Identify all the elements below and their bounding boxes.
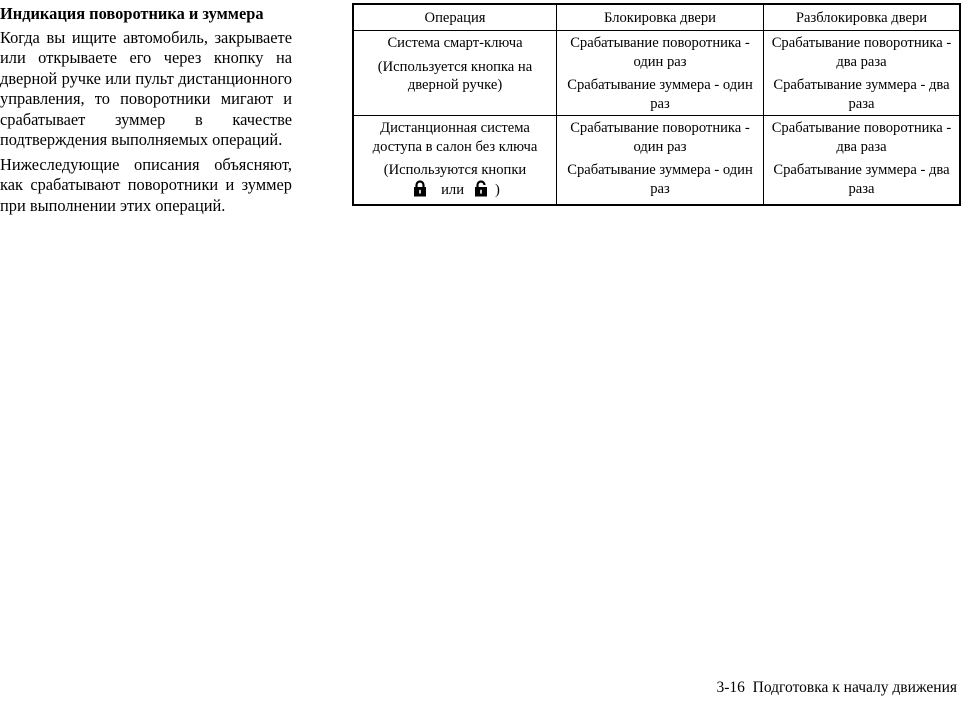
- lock-cell: [557, 116, 764, 206]
- operation-name: Дистанционная система доступа в салон без ключа: [372, 120, 538, 155]
- operation-cell: [353, 116, 557, 206]
- operation-note-or: или: [441, 181, 465, 198]
- unlock-buzzer-text: Срабатывание зуммера - два раза: [773, 77, 950, 112]
- operation-cell: [353, 31, 557, 116]
- header-operation: Операция: [353, 4, 557, 31]
- operation-note: [358, 161, 552, 202]
- page-footer: [717, 679, 958, 697]
- table-row: [353, 116, 960, 206]
- operation-name: Система смарт-ключа: [387, 35, 523, 51]
- header-door-lock: Блокировка двери: [557, 4, 764, 31]
- lock-buzzer-text: Срабатывание зуммера - один раз: [567, 77, 753, 112]
- unlock-turn-text: Срабатывание поворотника - два раза: [771, 120, 952, 155]
- section-heading: Индикация поворотника и зуммера: [0, 4, 264, 23]
- lock-buzzer-text: Срабатывание зуммера - один раз: [567, 162, 753, 197]
- header-door-unlock: Разблокировка двери: [764, 4, 961, 31]
- lock-cell: [557, 31, 764, 116]
- chapter-title: Подготовка к началу движения: [752, 679, 957, 696]
- lock-turn-text: Срабатывание поворотника - один раз: [570, 120, 750, 155]
- text-column: [0, 4, 292, 216]
- unlock-buzzer-text: Срабатывание зуммера - два раза: [773, 162, 950, 197]
- table-row: [353, 31, 960, 116]
- page-number: 3-16: [716, 679, 745, 696]
- operations-table: [352, 3, 961, 206]
- unlock-cell: [764, 116, 961, 206]
- lock-closed-icon: [413, 180, 427, 203]
- lock-turn-text: Срабатывание поворотника - один раз: [570, 35, 750, 70]
- operation-note-suffix: ): [494, 181, 500, 198]
- unlock-turn-text: Срабатывание поворотника - два раза: [771, 35, 952, 70]
- description-paragraph: Нижеследующие описания объясняют, как срабатывают поворотники и зуммер при выполнении этих операций.: [0, 154, 292, 215]
- table-header-row: [353, 4, 960, 31]
- operation-note-prefix: (Используются кнопки: [383, 162, 527, 178]
- intro-paragraph: Когда вы ищите автомобиль, закрываете или открываете его через кнопку на дверной ручке или пульт дистанционного управления, то поворотники мигают и срабатывает зуммер в качестве подтверждения выполняемых операций.: [0, 27, 292, 149]
- operation-note: (Используется кнопка на дверной ручке): [377, 58, 533, 93]
- lock-open-icon: [474, 180, 488, 203]
- unlock-cell: [764, 31, 961, 116]
